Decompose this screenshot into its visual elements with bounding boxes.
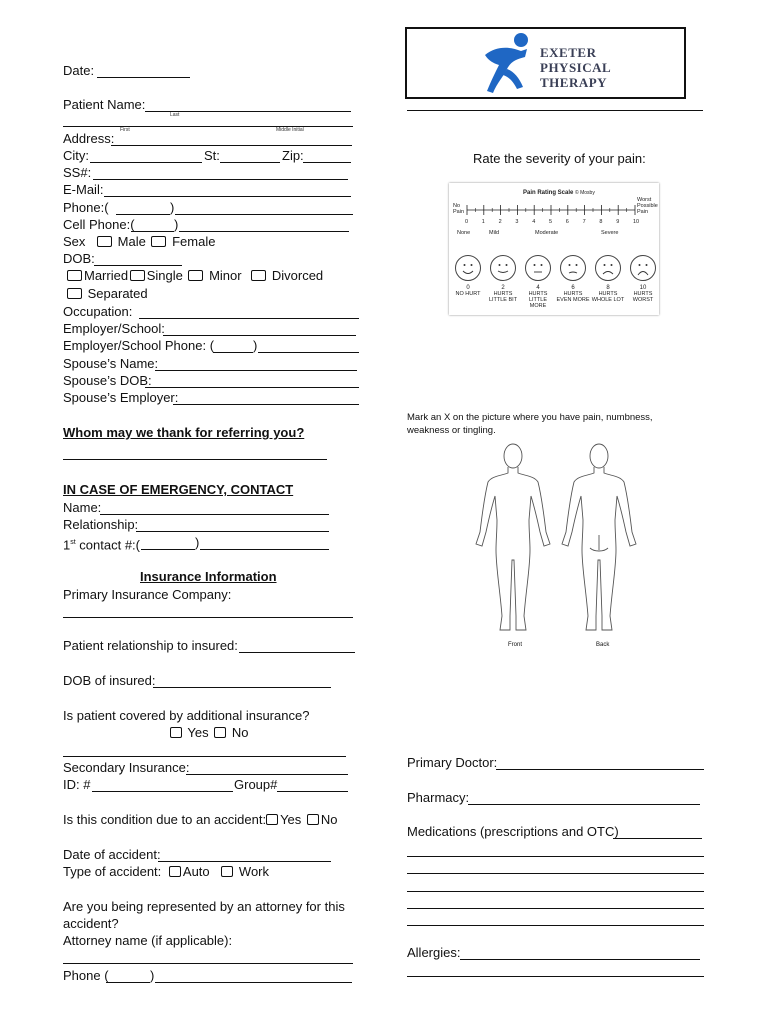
allergies-line-2[interactable] <box>407 976 704 977</box>
attorney-question-line1: Are you being represented by an attorney for this <box>63 899 345 914</box>
id-label: ID: # <box>63 777 91 792</box>
female-checkbox[interactable] <box>151 236 166 247</box>
logo-divider <box>407 110 703 111</box>
employer-phone-area-field[interactable] <box>213 352 253 353</box>
pain-scale-no-pain: No Pain <box>453 203 465 215</box>
attorney-name-field[interactable] <box>63 963 353 964</box>
married-label: Married <box>84 268 129 283</box>
allergies-field[interactable] <box>460 959 700 960</box>
date-label: Date: <box>63 63 95 78</box>
body-instructions-line2: weakness or tingling. <box>407 425 496 436</box>
band-moderate: Moderate <box>535 230 559 236</box>
single-checkbox[interactable] <box>130 270 145 281</box>
male-label: Male <box>117 234 146 249</box>
additional-no-checkbox[interactable] <box>214 727 226 738</box>
spouse-dob-label: Spouse’s DOB: <box>63 373 152 388</box>
city-field[interactable] <box>90 162 202 163</box>
pain-scale-number: 4 <box>532 219 536 225</box>
medications-label: Medications (prescriptions and OTC) <box>407 824 619 839</box>
accident-label: Is this condition due to an accident: <box>63 812 267 827</box>
allergies-label: Allergies: <box>407 945 461 960</box>
phone-close: ) <box>170 200 175 215</box>
pain-face-icon[interactable] <box>490 255 516 281</box>
auto-label: Auto <box>182 864 210 879</box>
ss-field[interactable] <box>93 179 348 180</box>
occupation-field[interactable] <box>139 318 359 319</box>
minor-label: Minor <box>209 268 242 283</box>
group-label: Group# <box>234 777 278 792</box>
attorney-question-line2: accident? <box>63 916 119 931</box>
em-contact-sup: st <box>70 539 76 546</box>
pain-scale-number: 10 <box>633 219 640 225</box>
employer-field[interactable] <box>163 335 356 336</box>
medications-field[interactable] <box>613 838 702 839</box>
single-label: Single <box>146 268 183 283</box>
body-diagram[interactable] <box>472 440 642 640</box>
medications-line-2[interactable] <box>407 873 704 874</box>
pain-face-label: 4 HURTS LITTLE MORE <box>528 285 548 309</box>
em-name-field[interactable] <box>100 514 329 515</box>
phone-field[interactable] <box>175 214 353 215</box>
logo-line2: PHYSICAL <box>540 60 612 75</box>
insurance-heading: Insurance Information <box>140 569 277 584</box>
cell-close: ) <box>174 217 179 232</box>
clinic-logo <box>405 27 686 99</box>
pain-scale-number: 2 <box>498 219 502 225</box>
logo-line1: EXETER <box>540 45 597 60</box>
em-contact-row <box>63 535 140 553</box>
em-name-label: Name: <box>63 500 102 515</box>
pain-scale-title: Pain Rating Scale © Mosby <box>523 190 595 196</box>
referral-field[interactable] <box>63 459 327 460</box>
logo-wordmark <box>540 45 611 90</box>
additional-insurance-options <box>168 725 248 741</box>
band-mild: Mild <box>489 230 500 236</box>
medications-line-3[interactable] <box>407 891 704 892</box>
pain-face-label: 8 HURTS WHOLE LOT <box>591 285 625 303</box>
attorney-phone-field[interactable] <box>155 982 352 983</box>
work-checkbox[interactable] <box>221 866 233 877</box>
date-accident-field[interactable] <box>158 861 331 862</box>
st-field[interactable] <box>220 162 280 163</box>
date-field[interactable] <box>97 77 190 78</box>
separated-checkbox[interactable] <box>67 288 82 299</box>
dob-insured-field[interactable] <box>153 687 331 688</box>
sex-label: Sex <box>63 234 86 249</box>
email-field[interactable] <box>104 196 351 197</box>
name-sub-last: Last <box>170 112 180 118</box>
st-label: St: <box>204 148 220 163</box>
logo-line3: THERAPY <box>540 75 608 90</box>
relationship-insured-label: Patient relationship to insured: <box>63 638 238 653</box>
attorney-phone-area-field[interactable] <box>106 982 150 983</box>
spouse-employer-field[interactable] <box>173 404 359 405</box>
employer-phone-close: ) <box>253 338 258 353</box>
divorced-checkbox[interactable] <box>251 270 266 281</box>
id-field[interactable] <box>92 791 233 792</box>
divorced-label: Divorced <box>271 268 324 283</box>
cell-area-field[interactable] <box>131 231 174 232</box>
sex-row <box>63 234 215 250</box>
name-sub-middle: Middle Initial <box>276 127 304 133</box>
phone-area-field[interactable] <box>116 214 170 215</box>
em-contact-post: contact #:( <box>75 537 140 553</box>
emergency-heading: IN CASE OF EMERGENCY, CONTACT <box>63 482 294 497</box>
employer-phone-field[interactable] <box>258 352 359 353</box>
band-none: None <box>457 230 471 236</box>
zip-field[interactable] <box>303 162 351 163</box>
attorney-name-label: Attorney name (if applicable): <box>63 933 233 948</box>
body-instructions-line1: Mark an X on the picture where you have pain, numbness, <box>407 412 653 423</box>
spouse-dob-field[interactable] <box>145 387 359 388</box>
dob-field[interactable] <box>94 265 182 266</box>
patient-name-label: Patient Name: <box>63 97 146 112</box>
name-sub-first: First <box>120 127 130 133</box>
primary-insurance-label: Primary Insurance Company: <box>63 587 232 602</box>
pain-face-label: 2 HURTS LITTLE BIT <box>488 285 518 303</box>
pain-face-icon[interactable] <box>525 255 551 281</box>
front-body-figure <box>476 444 550 630</box>
date-accident-label: Date of accident: <box>63 847 161 862</box>
pain-face-label: 6 HURTS EVEN MORE <box>556 285 590 303</box>
work-label: Work <box>238 864 270 879</box>
em-relationship-field[interactable] <box>136 531 329 532</box>
primary-doctor-field[interactable] <box>496 769 704 770</box>
dob-insured-label: DOB of insured: <box>63 673 156 688</box>
female-label: Female <box>172 234 216 249</box>
pain-face-label: 0 NO HURT <box>455 285 481 297</box>
pain-scale-number: 1 <box>481 219 485 225</box>
separated-row <box>63 286 148 302</box>
phone-label: Phone:( <box>63 200 109 215</box>
additional-insurance-label: Is patient covered by additional insurance? <box>63 708 310 723</box>
runner-logo-icon <box>477 31 537 97</box>
accident-yes-checkbox[interactable] <box>266 814 278 825</box>
marital-row <box>63 268 323 284</box>
zip-label: Zip: <box>282 148 304 163</box>
additional-yes-checkbox[interactable] <box>170 727 182 738</box>
front-label: Front <box>508 642 523 648</box>
attorney-phone-close: ) <box>150 968 155 983</box>
pharmacy-field[interactable] <box>468 804 700 805</box>
auto-checkbox[interactable] <box>169 866 181 877</box>
pain-rating-scale[interactable] <box>449 183 659 315</box>
secondary-insurance-field[interactable] <box>186 774 348 775</box>
secondary-insurance-label: Secondary Insurance: <box>63 760 190 775</box>
spouse-name-field[interactable] <box>155 370 357 371</box>
spouse-employer-label: Spouse’s Employer: <box>63 390 179 405</box>
accident-row <box>63 812 338 828</box>
patient-name-field-2[interactable] <box>63 126 353 127</box>
pain-face-icon[interactable] <box>560 255 586 281</box>
separated-label: Separated <box>87 286 148 301</box>
cell-field[interactable] <box>179 231 349 232</box>
group-field[interactable] <box>277 791 348 792</box>
cell-label: Cell Phone:( <box>63 217 135 232</box>
pain-scale-ruler <box>449 183 659 223</box>
medications-line-4[interactable] <box>407 908 704 909</box>
pain-face-label: 10 HURTS WORST <box>632 285 654 303</box>
medications-line-5[interactable] <box>407 925 704 926</box>
relationship-insured-field[interactable] <box>239 652 355 653</box>
pharmacy-label: Pharmacy: <box>407 790 470 805</box>
secondary-blank-field[interactable] <box>63 756 346 757</box>
em-contact-field[interactable] <box>200 549 329 550</box>
pain-scale-number: 5 <box>549 219 553 225</box>
city-label: City: <box>63 148 89 163</box>
medications-line-1[interactable] <box>407 856 704 857</box>
pain-face-icon[interactable] <box>595 255 621 281</box>
pain-scale-number: 9 <box>616 219 620 225</box>
accident-no-checkbox[interactable] <box>307 814 319 825</box>
pain-prompt: Rate the severity of your pain: <box>473 151 646 166</box>
male-checkbox[interactable] <box>97 236 112 247</box>
occupation-label: Occupation: <box>63 304 133 319</box>
em-relationship-label: Relationship: <box>63 517 139 532</box>
body-instructions <box>407 411 653 437</box>
type-accident-row <box>63 864 269 880</box>
pain-face-icon[interactable] <box>630 255 656 281</box>
dob-label: DOB: <box>63 251 95 266</box>
ss-label: SS#: <box>63 165 92 180</box>
band-severe: Severe <box>601 230 619 236</box>
pain-scale-number: 0 <box>465 219 469 225</box>
em-contact-close: ) <box>195 535 200 550</box>
em-contact-area-field[interactable] <box>141 549 195 550</box>
accident-yes-label: Yes <box>280 812 302 827</box>
pain-scale-number: 8 <box>599 219 603 225</box>
address-field[interactable] <box>111 145 352 146</box>
additional-yes-label: Yes <box>187 725 209 740</box>
primary-insurance-field[interactable] <box>63 617 353 618</box>
employer-label: Employer/School: <box>63 321 165 336</box>
pain-scale-worst: Worst Possible Pain <box>637 197 658 215</box>
back-label: Back <box>596 642 610 648</box>
pain-scale-number: 7 <box>582 219 586 225</box>
pain-scale-number: 3 <box>515 219 519 225</box>
type-accident-label: Type of accident: <box>63 864 162 879</box>
address-label: Address: <box>63 131 115 146</box>
back-body-figure <box>562 444 636 630</box>
pain-scale-number: 6 <box>565 219 569 225</box>
employer-phone-label: Employer/School Phone: ( <box>63 338 215 353</box>
spouse-name-label: Spouse’s Name: <box>63 356 159 371</box>
em-contact-pre: 1 <box>63 537 71 553</box>
pain-face-icon[interactable] <box>455 255 481 281</box>
email-label: E-Mail: <box>63 182 104 197</box>
accident-no-label: No <box>320 812 338 827</box>
additional-no-label: No <box>231 725 249 740</box>
referral-label: Whom may we thank for referring you? <box>63 425 305 440</box>
married-checkbox[interactable] <box>67 270 82 281</box>
primary-doctor-label: Primary Doctor: <box>407 755 498 770</box>
attorney-phone-label: Phone ( <box>63 968 109 983</box>
minor-checkbox[interactable] <box>188 270 203 281</box>
